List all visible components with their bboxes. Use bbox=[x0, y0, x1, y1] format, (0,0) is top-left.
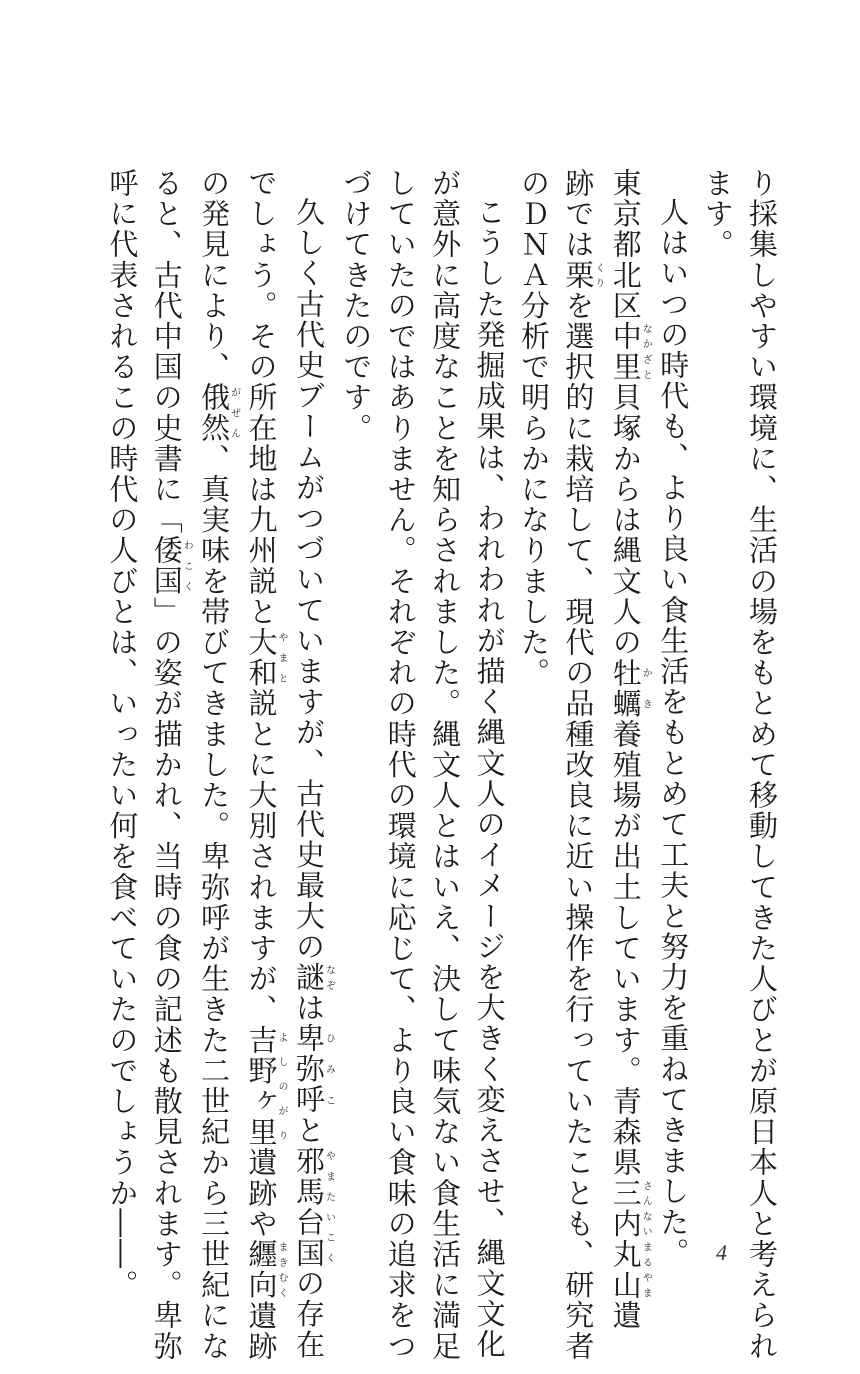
text-line bbox=[603, 168, 652, 1331]
text-line bbox=[556, 168, 604, 1362]
ruby-word bbox=[561, 259, 604, 291]
ruby-reading: ひみこ bbox=[323, 1023, 335, 1116]
ruby-base: 謎 bbox=[291, 962, 326, 993]
ruby-reading: まきむく bbox=[276, 1239, 288, 1301]
text-line bbox=[695, 168, 739, 1228]
body-text bbox=[100, 168, 784, 1362]
text-line bbox=[512, 168, 556, 1228]
text-segment: こうした発掘成果は、われわれが描く縄文人のイメージを大きく変えさせ、縄文文化 bbox=[472, 197, 507, 1360]
text-line bbox=[100, 168, 144, 1301]
text-segment: の発見により、 bbox=[197, 168, 232, 383]
text-segment: のＤＮＡ分析で明らかになりました。 bbox=[516, 168, 551, 689]
ruby-word bbox=[608, 321, 652, 383]
ruby-base: 纒向 bbox=[244, 1239, 279, 1301]
text-segment: を選択的に栽培して、現代の品種改良に近い操作を行っていたことも、研究者 bbox=[561, 290, 596, 1362]
text-line bbox=[287, 168, 335, 1360]
text-line bbox=[423, 168, 467, 1362]
ruby-reading: さんないまるやま bbox=[640, 1177, 652, 1301]
ruby-word bbox=[149, 535, 193, 597]
ruby-reading: よしのがり bbox=[276, 1024, 288, 1148]
ruby-reading: わこく bbox=[181, 535, 193, 597]
ruby-base: 邪馬台国 bbox=[291, 1145, 326, 1269]
text-segment: ると、古代中国の史書に「 bbox=[149, 168, 184, 536]
text-line bbox=[334, 168, 378, 1228]
ruby-reading: やまと bbox=[276, 627, 288, 689]
text-line bbox=[239, 168, 288, 1362]
ruby-word bbox=[244, 1239, 288, 1301]
text-segment: でしょう。その所在地は九州説と bbox=[244, 168, 279, 627]
ruby-reading: なぞ bbox=[323, 962, 335, 993]
text-segment: と bbox=[291, 1115, 326, 1146]
ruby-base: 中里 bbox=[608, 321, 643, 383]
text-segment: り採集しやすい環境に、生活の場をもとめて移動してきた人びとが原日本人と考えられ bbox=[745, 168, 779, 1362]
ruby-base: 大和 bbox=[244, 627, 279, 689]
ruby-word bbox=[291, 1145, 335, 1269]
text-segment: 」の姿が描かれ、当時の食の記述も散見されます。卑弥 bbox=[149, 596, 184, 1362]
text-segment: ます。 bbox=[700, 168, 735, 260]
text-segment: 人はいつの時代も、より良い食生活をもとめて工夫と努力を重ねてきました。 bbox=[656, 197, 691, 1268]
text-segment: していたのではありません。それぞれの時代の環境に応じて、より良い食味の追求をつ bbox=[383, 168, 418, 1362]
ruby-reading: なかざと bbox=[640, 321, 652, 383]
ruby-base: 倭国 bbox=[149, 535, 184, 597]
text-segment: 遺跡 bbox=[244, 1300, 279, 1362]
text-segment: 説とに大別されますが、 bbox=[244, 688, 279, 1025]
text-line bbox=[192, 168, 240, 1362]
text-segment: 東京都北区 bbox=[608, 168, 643, 321]
text-segment: 久しく古代史ブームがつづいていますが、古代史最大の bbox=[291, 197, 326, 962]
text-segment: 遺 bbox=[608, 1300, 643, 1331]
text-segment: は bbox=[291, 992, 326, 1024]
text-segment: 遺跡や bbox=[244, 1147, 279, 1240]
ruby-word bbox=[244, 1024, 288, 1148]
ruby-base: 吉野ヶ里 bbox=[244, 1024, 279, 1148]
ruby-word bbox=[244, 627, 288, 689]
ruby-word bbox=[608, 657, 652, 719]
text-segment: づけてきたのです。 bbox=[339, 168, 374, 444]
ruby-word bbox=[608, 1177, 652, 1301]
ruby-base: 俄然 bbox=[197, 382, 232, 444]
text-segment: 、真実味を帯びてきました。卑弥呼が生きた二世紀から三世紀にな bbox=[197, 443, 232, 1362]
ruby-word bbox=[197, 382, 240, 444]
page-number: 4 bbox=[716, 1240, 727, 1265]
text-line bbox=[651, 168, 695, 1268]
text-segment: 跡では bbox=[561, 168, 596, 260]
text-line bbox=[467, 168, 511, 1360]
text-line bbox=[378, 168, 422, 1362]
ruby-base: 三内丸山 bbox=[608, 1177, 643, 1301]
ruby-reading: くり bbox=[592, 259, 604, 291]
text-segment: 貝塚からは縄文人の bbox=[608, 382, 643, 658]
ruby-reading: かき bbox=[640, 657, 652, 719]
ruby-word bbox=[291, 962, 335, 993]
ruby-reading: やまたいこく bbox=[323, 1145, 335, 1269]
text-segment: 呼に代表されるこの時代の人びとは、いったい何を食べていたのでしょうか――。 bbox=[105, 168, 140, 1301]
ruby-base: 牡蠣 bbox=[608, 657, 643, 719]
text-line bbox=[144, 168, 193, 1362]
ruby-base: 栗 bbox=[561, 259, 596, 291]
text-segment: の存在 bbox=[291, 1268, 326, 1360]
ruby-base: 卑弥呼 bbox=[291, 1023, 326, 1116]
ruby-word bbox=[291, 1023, 335, 1116]
text-line bbox=[740, 168, 784, 1362]
text-segment: が意外に高度なことを知らされました。縄文人とはいえ、決して味気ない食生活に満足 bbox=[428, 168, 463, 1362]
ruby-reading: がぜん bbox=[228, 382, 240, 444]
text-segment: 養殖場が出土しています。青森県 bbox=[608, 718, 643, 1178]
